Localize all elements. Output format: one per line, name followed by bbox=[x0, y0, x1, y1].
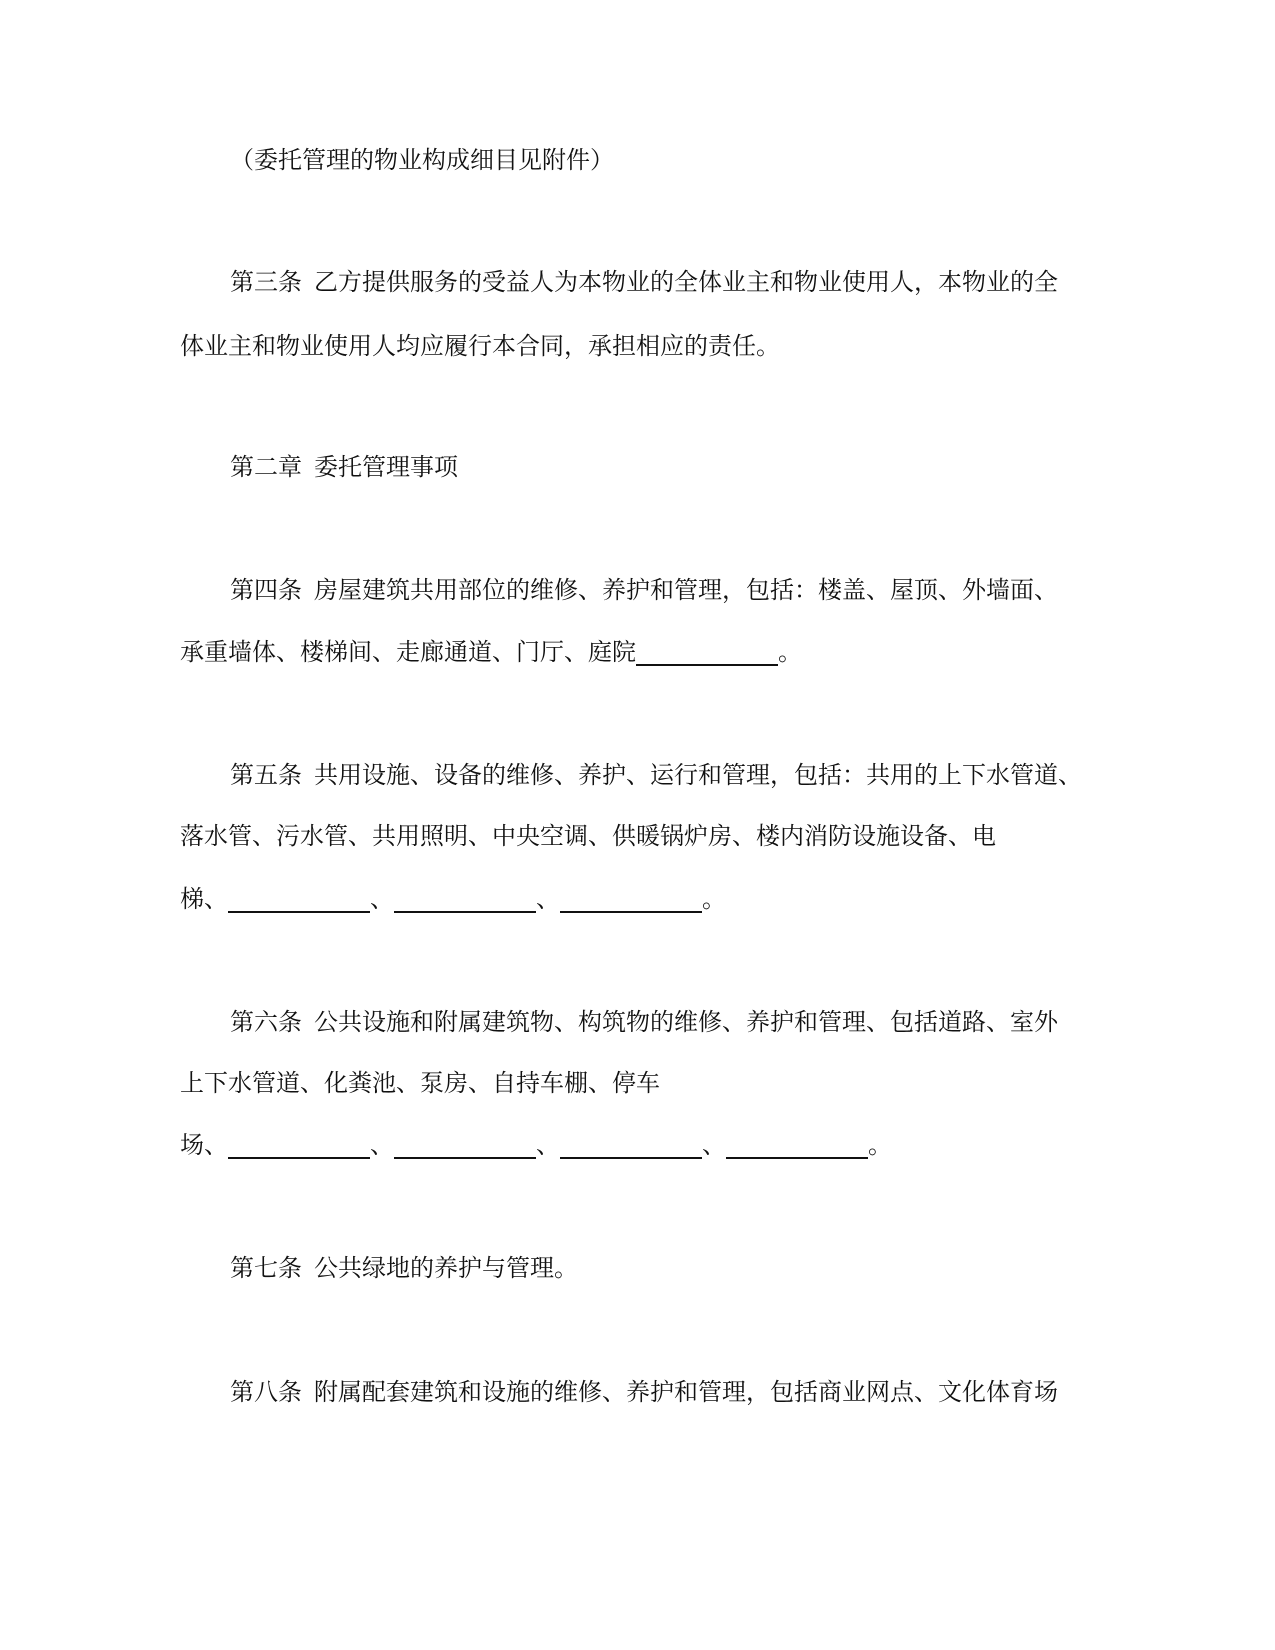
article-6-number: 第六条 bbox=[230, 1008, 302, 1036]
fill-in-blank[interactable] bbox=[560, 887, 702, 913]
article-3-line-1 bbox=[230, 266, 1058, 298]
separator: 、 bbox=[702, 1131, 726, 1159]
fill-in-blank[interactable] bbox=[394, 1133, 536, 1159]
article-5-number: 第五条 bbox=[230, 761, 302, 789]
article-8-line-1 bbox=[230, 1376, 1058, 1408]
article-7-text: 公共绿地的养护与管理。 bbox=[314, 1254, 578, 1282]
article-6-line-1 bbox=[230, 1006, 1058, 1038]
fill-in-blank[interactable] bbox=[560, 1133, 702, 1159]
fill-in-blank[interactable] bbox=[394, 887, 536, 913]
chapter-2-heading bbox=[230, 451, 458, 483]
article-4-text-2: 承重墙体、楼梯间、走廊通道、门厅、庭院 bbox=[180, 638, 636, 666]
separator: 、 bbox=[370, 1131, 394, 1159]
fill-in-blank[interactable] bbox=[228, 887, 370, 913]
article-6-text-1: 公共设施和附属建筑物、构筑物的维修、养护和管理、包括道路、室外 bbox=[314, 1008, 1058, 1036]
article-5-line-2: 落水管、污水管、共用照明、中央空调、供暖锅炉房、楼内消防设施设备、电 bbox=[180, 822, 996, 850]
article-4-number: 第四条 bbox=[230, 576, 302, 604]
article-7-line-1 bbox=[230, 1252, 578, 1284]
article-6-end: 。 bbox=[868, 1131, 892, 1159]
article-4-line-1 bbox=[230, 574, 1058, 606]
fill-in-blank[interactable] bbox=[228, 1133, 370, 1159]
article-3-line-2: 体业主和物业使用人均应履行本合同，承担相应的责任。 bbox=[180, 332, 780, 360]
article-4-text-1: 房屋建筑共用部位的维修、养护和管理，包括：楼盖、屋顶、外墙面、 bbox=[314, 576, 1058, 604]
chapter-2-number: 第二章 bbox=[230, 453, 302, 481]
article-7-number: 第七条 bbox=[230, 1254, 302, 1282]
fill-in-blank[interactable] bbox=[726, 1133, 868, 1159]
article-5-text-3: 梯、 bbox=[180, 885, 228, 913]
article-8-text-1: 附属配套建筑和设施的维修、养护和管理，包括商业网点、文化体育场 bbox=[314, 1378, 1058, 1406]
article-4-end: 。 bbox=[778, 638, 802, 666]
chapter-2-title: 委托管理事项 bbox=[314, 453, 458, 481]
attachment-note: （委托管理的物业构成细目见附件） bbox=[230, 146, 614, 174]
article-3-text-1: 乙方提供服务的受益人为本物业的全体业主和物业使用人，本物业的全 bbox=[314, 268, 1058, 296]
article-5-end: 。 bbox=[702, 885, 726, 913]
article-4-line-2 bbox=[180, 636, 802, 668]
article-6-text-3: 场、 bbox=[180, 1131, 228, 1159]
article-5-text-1: 共用设施、设备的维修、养护、运行和管理，包括：共用的上下水管道、 bbox=[314, 761, 1082, 789]
article-3-number: 第三条 bbox=[230, 268, 302, 296]
article-5-line-1 bbox=[230, 759, 1082, 791]
article-6-line-3 bbox=[180, 1129, 892, 1161]
separator: 、 bbox=[370, 885, 394, 913]
article-8-number: 第八条 bbox=[230, 1378, 302, 1406]
article-5-line-3 bbox=[180, 883, 726, 915]
article-6-line-2: 上下水管道、化粪池、泵房、自持车棚、停车 bbox=[180, 1069, 660, 1097]
fill-in-blank[interactable] bbox=[636, 640, 778, 666]
separator: 、 bbox=[536, 1131, 560, 1159]
separator: 、 bbox=[536, 885, 560, 913]
